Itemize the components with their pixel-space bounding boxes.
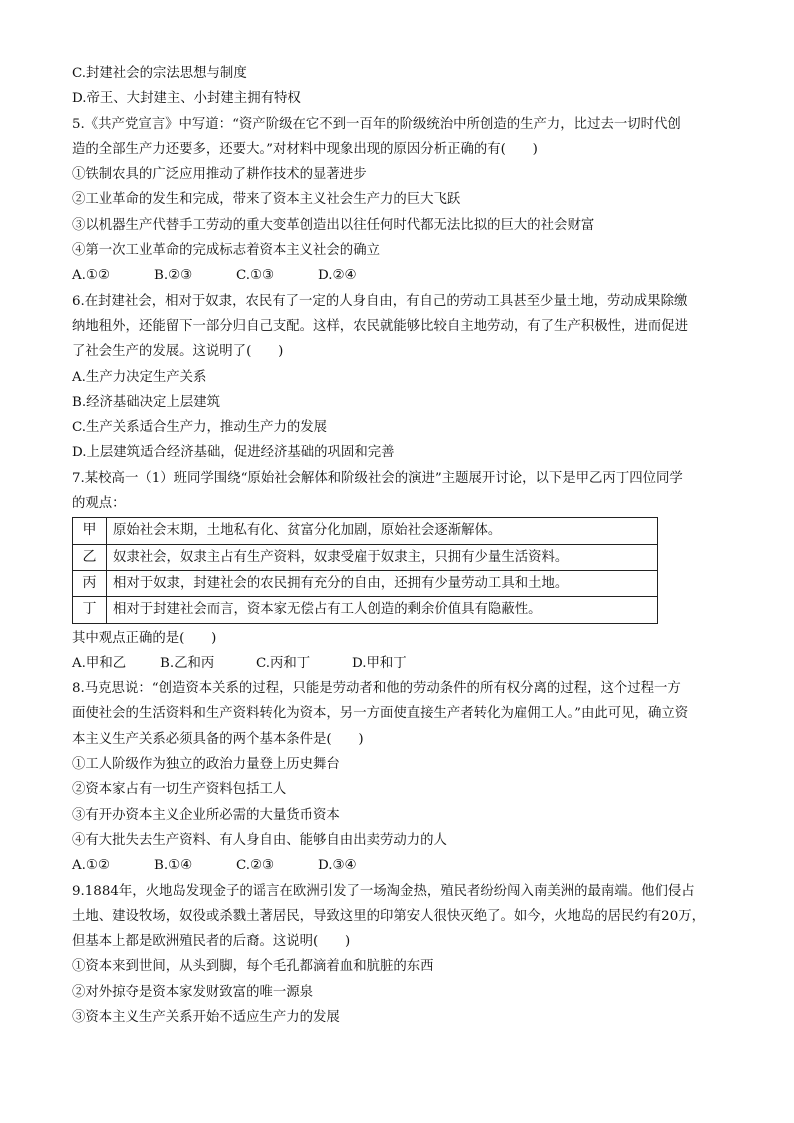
student-name-cell: 甲 <box>73 518 107 544</box>
question-stem-line: 7.某校高一（1）班同学围绕“原始社会解体和阶级社会的演进”主题展开讨论，以下是甲乙丙丁四位同学 <box>72 470 683 486</box>
option-a: A.甲和乙 <box>72 655 127 671</box>
student-views-table <box>72 517 658 623</box>
student-view-cell: 原始社会末期，土地私有化、贫富分化加剧，原始社会逐渐解体。 <box>107 518 658 544</box>
question-stem-line: 5.《共产党宣言》中写道：“资产阶级在它不到一百年的阶级统治中所创造的生产力，比过去一切时代创 <box>72 116 681 132</box>
statement-item: ④第一次工业革命的完成标志着资本主义社会的确立 <box>72 243 380 259</box>
table-row <box>73 544 658 570</box>
exam-page <box>72 61 732 1030</box>
student-name-cell: 乙 <box>73 544 107 570</box>
option-c: C.丙和丁 <box>256 655 311 671</box>
question-stem-line: 的观点： <box>72 496 126 512</box>
question-6 <box>72 289 732 466</box>
option-d-prev: D.帝王、大封建主、小封建主拥有特权 <box>72 91 301 107</box>
question-stem-line: 6.在封建社会，相对于奴隶，农民有了一定的人身自由，有自己的劳动工具甚至少量土地，劳动成果除缴 <box>72 293 688 309</box>
option-b: B.①④ <box>154 858 193 874</box>
option-d: D.甲和丁 <box>352 655 407 671</box>
question-stem-line: 本主义生产关系必须具备的两个基本条件是( ) <box>72 731 364 747</box>
statement-item: ①资本来到世间，从头到脚，每个毛孔都滴着血和肮脏的东西 <box>72 959 434 975</box>
option-b: B.经济基础决定上层建筑 <box>72 394 221 410</box>
statement-item: ②对外掠夺是资本家发财致富的唯一源泉 <box>72 984 314 1000</box>
option-a: A.①② <box>72 268 110 284</box>
question-stem-line: 土地、建设牧场，奴役或杀戮土著居民，导致这里的印第安人很快灭绝了。如今，火地岛的居民约有20万， <box>72 908 706 924</box>
option-c-prev: C.封建社会的宗法思想与制度 <box>72 66 247 81</box>
question-stem-line: 8.马克思说：“创造资本关系的过程，只能是劳动者和他的劳动条件的所有权分离的过程，这个过程一方 <box>72 681 681 697</box>
question-8 <box>72 676 732 878</box>
statement-item: ②资本家占有一切生产资料包括工人 <box>72 782 287 798</box>
option-b: B.②③ <box>154 268 193 284</box>
option-b: B.乙和丙 <box>160 655 215 671</box>
statement-item: ③以机器生产代替手工劳动的重大变革创造出以往任何时代都无法比拟的巨大的社会财富 <box>72 217 595 233</box>
student-view-cell: 相对于封建社会而言，资本家无偿占有工人创造的剩余价值具有隐蔽性。 <box>107 597 658 623</box>
answer-options <box>72 853 732 878</box>
student-name-cell: 丁 <box>73 597 107 623</box>
question-stem-line: 造的全部生产力还要多，还要大。”对材料中现象出现的原因分析正确的有( ) <box>72 141 538 157</box>
question-7 <box>72 466 732 676</box>
statement-item: ①铁制农具的广泛应用推动了耕作技术的显著进步 <box>72 167 367 183</box>
table-row <box>73 597 658 623</box>
statement-item: ④有大批失去生产资料、有人身自由、能够自由出卖劳动力的人 <box>72 832 447 848</box>
answer-options <box>72 263 732 288</box>
question-9 <box>72 879 732 1031</box>
table-row <box>73 518 658 544</box>
statement-item: ②工业革命的发生和完成，带来了资本主义社会生产力的巨大飞跃 <box>72 192 461 208</box>
question-stem-line: 了社会生产的发展。这说明了( ) <box>72 344 284 360</box>
option-a: A.①② <box>72 858 110 874</box>
student-name-cell: 丙 <box>73 570 107 596</box>
student-view-cell: 奴隶社会，奴隶主占有生产资料，奴隶受雇于奴隶主，只拥有少量生活资料。 <box>107 544 658 570</box>
option-d: D.②④ <box>318 268 357 284</box>
question-stem-line: 纳地租外，还能留下一部分归自己支配。这样，农民就能够比较自主地劳动，有了生产积极性，进而促进 <box>72 318 688 334</box>
question-stem-line: 但基本上都是欧洲殖民者的后裔。这说明( ) <box>72 934 351 950</box>
question-stem-line: 9.1884年，火地岛发现金子的谣言在欧洲引发了一场淘金热，殖民者纷纷闯入南美洲的最南端。他们侵占 <box>72 883 695 899</box>
question-stem-line: 面使社会的生活资料和生产资料转化为资本，另一方面使直接生产者转化为雇佣工人。”由此可见，确立资 <box>72 706 689 722</box>
statement-item: ③有开办资本主义企业所必需的大量货币资本 <box>72 807 340 823</box>
statement-item: ①工人阶级作为独立的政治力量登上历史舞台 <box>72 757 340 773</box>
table-row <box>73 570 658 596</box>
option-c: C.生产关系适合生产力，推动生产力的发展 <box>72 420 328 436</box>
option-c: C.②③ <box>236 858 275 874</box>
option-c: C.①③ <box>236 268 275 284</box>
student-view-cell: 相对于奴隶，封建社会的农民拥有充分的自由，还拥有少量劳动工具和土地。 <box>107 570 658 596</box>
option-d: D.上层建筑适合经济基础，促进经济基础的巩固和完善 <box>72 445 395 461</box>
question-5 <box>72 112 732 289</box>
question-prompt: 其中观点正确的是( ) <box>72 630 217 646</box>
option-d: D.③④ <box>318 858 357 874</box>
answer-options <box>72 651 732 676</box>
option-a: A.生产力决定生产关系 <box>72 369 207 385</box>
statement-item: ③资本主义生产关系开始不适应生产力的发展 <box>72 1009 340 1025</box>
